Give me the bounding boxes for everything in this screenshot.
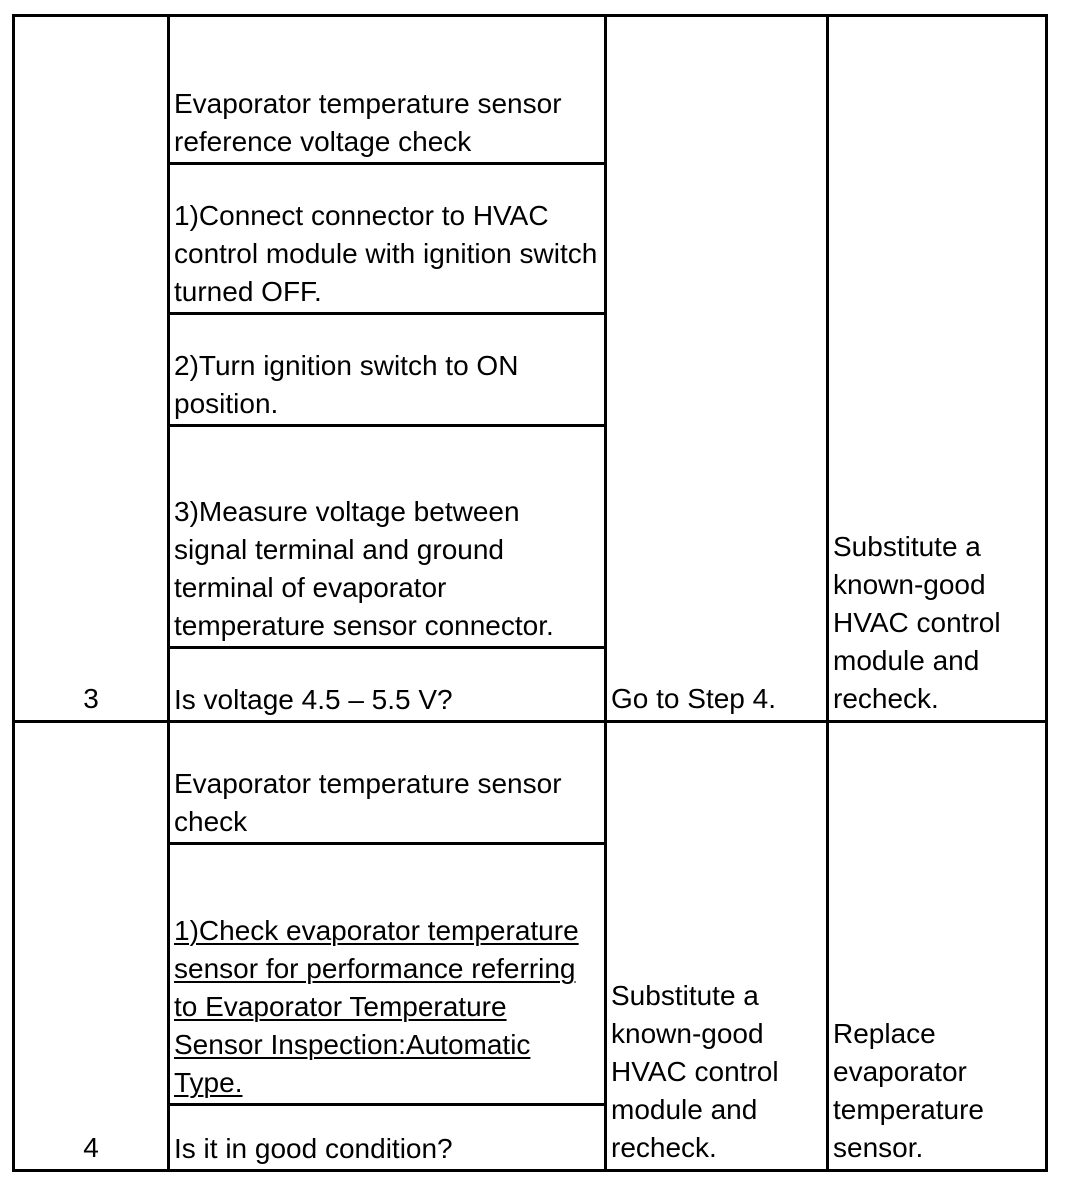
question: Is it in good condition?: [170, 1103, 604, 1169]
instruction-item: [170, 842, 604, 1103]
step-number-cell: [15, 723, 170, 1169]
yes-result-cell: [607, 723, 829, 1169]
action-cell: [170, 723, 607, 1169]
question: Is voltage 4.5 – 5.5 V?: [170, 646, 604, 720]
table-row-step-4: [15, 720, 1045, 1169]
yes-result-cell: [607, 17, 829, 720]
no-result-cell: [829, 723, 1045, 1169]
yes-result: Substitute a known-good HVAC control module and recheck.: [611, 980, 779, 1163]
instruction-item: 2)Turn ignition switch to ON position.: [170, 312, 604, 424]
no-result: Replace evaporator temperature sensor.: [833, 1018, 984, 1163]
step-number-cell: [15, 17, 170, 720]
inspection-reference-link[interactable]: 1)Check evaporator temperature sensor for performance referring to Evaporator Temperature Sensor Inspection:Automatic Type.: [174, 915, 579, 1098]
instruction-item: 3)Measure voltage between signal terminal and ground terminal of evaporator temperature sensor connector.: [170, 424, 604, 646]
action-cell: [170, 17, 607, 720]
step-title: Evaporator temperature sensor reference voltage check: [174, 88, 562, 157]
instruction-item: 1)Connect connector to HVAC control module with ignition switch turned OFF.: [170, 162, 604, 312]
step-number: 4: [83, 1132, 99, 1163]
no-result: Substitute a known-good HVAC control module and recheck.: [833, 531, 1001, 714]
no-result-cell: [829, 17, 1045, 720]
table-row-step-3: [15, 17, 1045, 720]
troubleshooting-table: [12, 14, 1048, 1172]
step-title: Evaporator temperature sensor check: [174, 768, 562, 837]
yes-result: Go to Step 4.: [611, 683, 776, 714]
step-number: 3: [83, 683, 99, 714]
